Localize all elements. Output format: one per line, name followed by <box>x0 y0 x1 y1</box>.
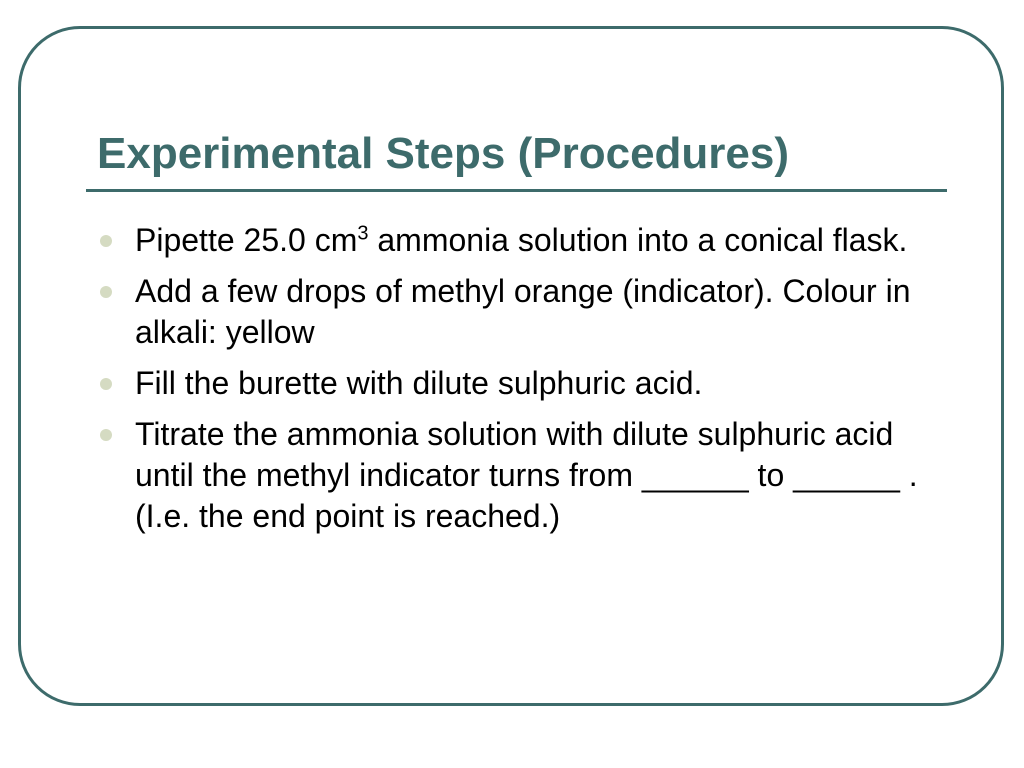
bullet-item-pipette <box>97 220 947 261</box>
slide-title: Experimental Steps (Procedures) <box>97 129 790 178</box>
bullet-text: Fill the burette with dilute sulphuric acid. <box>135 365 703 401</box>
bullet-text-part: ammonia solution into a conical flask. <box>368 222 908 258</box>
bullet-dot-icon <box>100 286 112 298</box>
bullet-text: Add a few drops of methyl orange (indicator). Colour in alkali: yellow <box>135 273 911 350</box>
bullet-item-burette <box>97 363 947 404</box>
bullet-list <box>97 220 947 547</box>
bullet-text-part: Pipette 25.0 cm <box>135 222 358 258</box>
bullet-dot-icon <box>100 235 112 247</box>
bullet-item-titrate <box>97 414 947 537</box>
superscript-text: 3 <box>357 222 369 245</box>
bullet-dot-icon <box>100 378 112 390</box>
bullet-text: Titrate the ammonia solution with dilute sulphuric acid until the methyl indicator turns from ______ to ______ . (I.e. the end point is reached.) <box>135 416 918 534</box>
bullet-dot-icon <box>100 429 112 441</box>
title-underline <box>86 189 947 192</box>
bullet-item-indicator <box>97 271 947 353</box>
